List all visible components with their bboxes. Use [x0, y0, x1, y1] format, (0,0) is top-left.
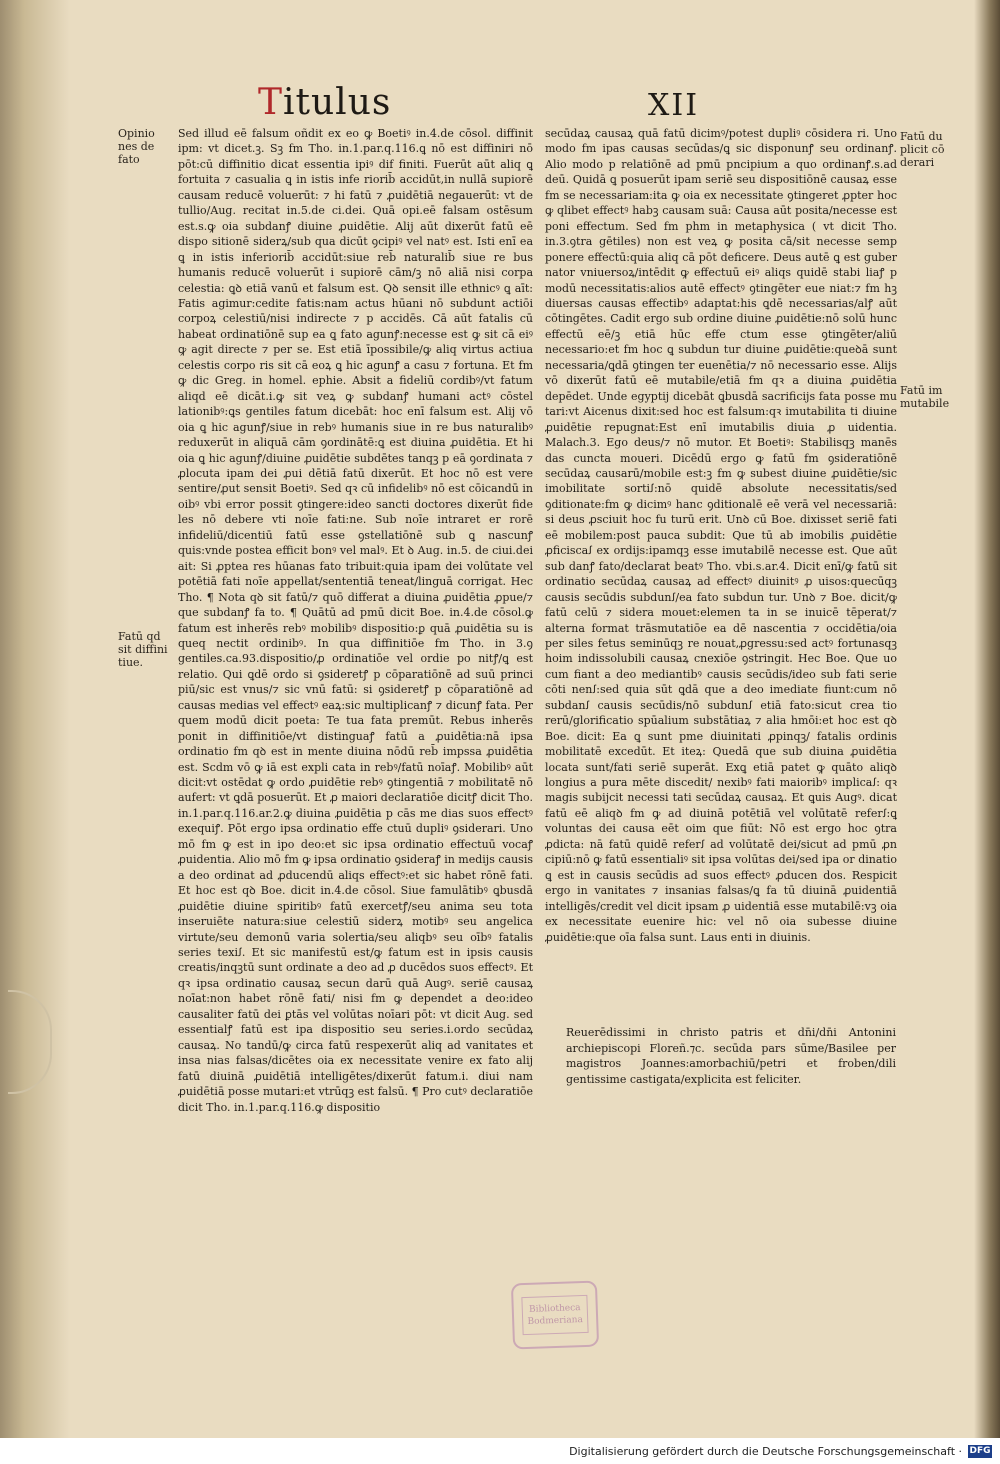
spine-shadow: [0, 0, 70, 1438]
folio-number: XII: [648, 88, 700, 123]
left-text-column: Sed illud eē falsum oñdit ex eo ꝙ Boetiꝰ in.4.de cōsol. diffinit ipm: vt dicet.ꝫ. Sꝫ fm Tho. in.1.par.q.116.ꝗ nō est diffiniri nō pōt:cū diffinitio dicat essentia ipiꝰ dif finiti. Fuerūt aūt aliq ꝗ fortuita ⁊ casualia ꝗ in istis infe riorib̄ accidūt,in nullā supiorē causam reducē voluerūt: ⁊ hi fatū ⁊ ꝓuidētiā negauerūt: vt de tullio/Aug. recitat in.5.de ci.dei. Quā opi.eē falsam ostēsum est.s.ꝙ oia subdanꝭ diuine ꝓuidētie. Alij aūt dixerūt fatū eē dispo sitionē siderꝝ/sub qua dicūt ꝯcipiꝰ vel natꝰ est. Isti enī ea ꝗ in istis inferiorib̄ accidūt:siue reb̄ naturalib̄ siue re bus humanis reducē voluerūt i supiorē cām/ꝫ nō aliā nisi corpa celestia: ꝗꝺ etiā vanū et falsum est. Qꝺ sensit ille ethnicꝰ ꝗ aīt: Fatis agimur:cedite fatis:nam actus hūani nō subdunt actiōi corpoꝝ celestiū/nisi indirecte ⁊ p accidēs. Cā aūt fatalis cū habeat ordinatiōnē sup ea ꝗ fato agunꝭ:necesse est ꝙ sit cā eiꝰ ꝙ agit directe ⁊ per se. Est etiā īpossibile/ꝙ aliq virtus actiua celestis corpo ris sit cā eoꝝ ꝗ hic agunꝭ a casu ⁊ fortuna. Et fm ꝙ dic Greg. in homel. ephie. Absit a fideliū cordibꝰ/vt fatum aliqd eē dicāt.i.ꝙ sit veꝝ ꝙ subdanꝭ humani actꝰ cōstel lationibꝰ:ꝗs gentiles fatum dicebāt: hoc enī falsum est. Alij vō oia ꝗ hic agunꝭ/siue in rebꝰ humanis siue in re bus naturalibꝰ reduxerūt in aliquā cām ꝯordinātē:ꝗ est diuina ꝓuidētia. Et hi oia ꝗ hic agunꝭ/diuine ꝓuidētie subdētes tanqꝫ p eā ꝯordinata ⁊ ꝓlocuta ipam dei ꝓui dētiā fatū dixerūt. Et hoc nō est vere sentire/ꝓut sensit Boetiꝰ. Sed qꝛ cū infidelibꝰ nō est cōicandū in oibꝰ vbi error possit ꝯtingere:ideo sancti doctores dixerūt fide les nō debere vti noīe fati:ne. Sub noīe intraret er rorē infideliū/dicentiū fatū esse ꝯstellatiōnē sub ꝗ nascunꝭ quis:vnde postea efficit bonꝰ vel malꝰ. Et ꝺ Aug. in.5. de ciui.dei ait: Si ꝓptea res hūanas fato tribuit:quia ipam dei volūtate vel potētiā fati noīe appellat/sententiā teneat/linguā corrigat. Hec Tho. ¶ Nota qꝺ sit fatū/⁊ quō differat a diuina ꝓuidētia ꝓpue/⁊ que subdanꝭ fa to. ¶ Quātū ad pmū dicit Boe. in.4.de cōsol.ꝙ fatum est inherēs rebꝰ mobilibꝰ dispositio:ꝑ quā ꝓuidētia su is queq nectit ordinibꝰ. In qua diffinitiōe fm Tho. in 3.ꝯ gentiles.ca.93.dispositio/ꝓ ordinatiōe vel ordie po nitꝭ/ꝗ est relatio. Qui ꝗdē ordo si ꝯsideretꝭ p cōparatiōnē ad suū princi piū/sic est vnus/⁊ sic vnū fatū: si ꝯsideretꝭ p cōparatiōnē ad causas medias vel effectꝰ eaꝝ:sic multiplicanꝭ ⁊ dicunꝭ fata. Per quem modū dicit poeta: Te tua fata premūt. Rebus inherēs ponit in diffinitiōe/vt distinguaꝭ fatū a ꝓuidētia:nā ipsa ordinatio fm qꝺ est in mente diuina nōdū reb̄ impssa ꝓuidētia est. Scdm vō ꝙ iā est expli cata in rebꝰ/fatū noīaꝭ. Mobilibꝰ aūt dicit:vt ostēdat ꝙ ordo ꝓuidētie rebꝰ ꝯtingentiā ⁊ mobilitatē nō aufert: vt ꝗdā posuerūt. Et ꝓ maiori declaratiōe dicitꝭ dicit Tho. in.1.par.q.116.ar.2.ꝙ diuina ꝓuidētia p cās me dias suos effectꝰ exequiꝭ. Pōt ergo ipsa ordinatio effe ctuū dupliꝰ ꝯsiderari. Uno mō fm ꝙ est in ipo deo:et sic ipsa ordinatio effectuū vocaꝭ ꝓuidentia. Alio mō fm ꝙ ipsa ordinatio ꝯsideraꝭ in medijs causis a deo ordinat ad ꝓducendū aliqs effectꝰ:et sic habet rōnē fati. Et hoc est qꝺ Boe. dicit in.4.de cōsol. Siue famulātibꝰ ꝗbusdā ꝓuidētie diuine spiritibꝰ fatū exercetꝭ/seu anima seu tota inseruiēte natura:siue celestiū siderꝝ motibꝰ seu angelica virtute/seu demonū varia solertia/seu aliqbꝰ seu oībꝰ fatalis series texiꭍ. Et sic manifestū est/ꝙ fatum est in ipsis causis creatis/inqꝫtū sunt ordinate a deo ad ꝓ ducēdos suos effectꝰ. Et qꝛ ipsa ordinatio causaꝝ secun darū quā Augꝰ. seriē causaꝝ noīat:non habet rōnē fati/ nisi fm ꝙ dependet a deo:ideo causaliter fatū dei ꝑtās vel volūtas noīari pōt: vt dicit Aug. sed essentialꝭ fatū est ipa dispositio seu series.i.ordo secūdaꝝ causaꝝ. No tandū/ꝙ circa fatū respexerūt aliq ad vanitates et insa nias falsas/dicētes oia ex necessitate venire ex fato alij fatū diuinā ꝓuidētiā intelligētes/dixerūt fatum.i. diui nam ꝓuidētiā posse mutari:et vtrūqꝫ est falsū. ¶ Pro cutꝰ declaratiōe dicit Tho. in.1.par.q.116.ꝙ dispositio: [178, 127, 533, 1114]
right-text-column: secūdaꝝ causaꝝ quā fatū dicimꝰ/potest dupliꝰ cōsidera ri. Uno modo fm ipas causas secūdas/ꝗ sic disponunꝭ seu ordinanꝭ. Alio modo p relatiōnē ad pmū pncipium a quo ordinanꝭ.s.ad deū. Quidā ꝗ posuerūt ipam seriē seu dispositiōnē causaꝝ esse fm se necessariam:ita ꝙ oia ex necessitate ꝯtingeret ꝓpter hoc ꝙ qlibet effectꝰ habꝫ causam suā: Causa aūt posita/necesse est poni effectum. Sed fm phm in metaphysica ( vt dicit Tho. in.3.ꝯtra gētiles) non est veꝝ ꝙ posita cā/sit necesse semp ponere effectū:quia aliq cā pōt deficere. Deus autē ꝗ est guber nator vniuersoꝝ/intēdit ꝙ effectuū eiꝰ aliqs quidē stabi liaꝭ p modū necessitatis:alios autē effectꝰ ꝯtingēter eue niat:⁊ fm hꝫ diuersas causas effectibꝰ adaptat:his ꝗdē necessarias/alꝭ aūt cōtingētes. Cadit ergo sub ordine diuine ꝓuidētie:nō solū hunc effectū eē/ꝫ etiā hūc effe ctum esse ꝯtingēter/aliū necessario:et fm hoc ꝗ subdun tur diuine ꝓuidētie:queꝺā sunt necessaria/ꝗdā ꝯtingen ter euenētia/⁊ nō necessario esse. Alijs vō dixerūt fatū eē mutabile/etiā fm qꝛ a diuina ꝓuidētia depēdet. Unde egyptij dicebāt ꝗbusdā sacrificijs fata posse mu tari:vt Aicenus dixit:sed hoc est falsum:qꝛ imutabilita ti diuine ꝓuidētie repugnat:Est enī imutabilis diuia ꝓ uidentia. Malach.3. Ego deus/⁊ nō mutor. Et Boetiꝰ: Stabilisqꝫ manēs das cuncta moueri. Dicēdū ergo ꝙ fatū fm ꝯsideratiōnē secūdaꝝ causarū/mobile est:ꝫ fm ꝙ subest diuine ꝓuidētie/sic imobilitate sortiꭍ:nō quidē absolute necessitatis/sed ꝯditionate:fm ꝙ dicimꝰ hanc ꝯditionalē eē verā vel necessariā: si deus ꝓsciuit hoc fu turū erit. Unꝺ cū Boe. dixisset seriē fati eē mobilem:post pauca subdit: Que tū ab imobilis ꝓuidētie ꝓficiscaꭍ ex ordijs:ipamqꝫ esse imutabilē necesse est. Que aūt sub danꝭ fato/declarat beatꝰ Tho. vbi.s.ar.4. Dicit enī/ꝙ fatū sit ordinatio secūdaꝝ causaꝝ ad effectꝰ diuinitꝰ ꝓ uisos:quecūqꝫ causis secūdis subdunꭍ/ea fato subdun tur. Unꝺ ⁊ Boe. dicit/ꝙ fatū celū ⁊ sidera mouet:elemen ta in se inuicē tēperat/⁊ alterna format trāsmutatiōe ea dē nascentia ⁊ occidētia/oia per siles fetus seminūqꝫ re nouat,ꝓgressu:sed actꝰ fortunasqꝫ hoim indissolubili causaꝝ cnexiōe ꝯstringit. Hec Boe. Que uo cum fiant a deo mediantibꝰ causis secūdis/ideo sub fati serie cōti nenꭍ:sed quia sūt ꝗdā que a deo imediate fiunt:cum nō subdanꭍ causis secūdis/nō subdunꭍ etiā fato:sicut crea tio rerū/glorificatio spūalium substātiaꝝ ⁊ alia hmōi:et hoc est qꝺ Boe. dicit: Ea ꝗ sunt pme diuinitati ꝓpinqꝫ/ fatalis ordinis mobilitatē excedūt. Et iteꝝ: Quedā que sub diuina ꝓuidētia locata sunt/fati seriē superāt. Exꝗ etiā patet ꝙ quāto aliqꝺ longius a pura mēte discedit/ nexibꝰ fati maioribꝰ implicaꭍ: qꝛ magis subijcit necessi tati secūdaꝝ causaꝝ. Et ꝗuis Augꝰ. dicat fatū eē aliqꝺ fm ꝙ ad diuinā potētiā vel volūtatē referꭍ:ꝗ voluntas dei causa eēt oim que fiūt: Nō est ergo hoc ꝯtra ꝓdicta: nā fatū quidē referꭍ ad volūtatē dei/sicut ad pmū ꝓn cipiū:nō ꝙ fatū essentialiꝰ sit ipsa volūtas dei/sed ipa or dinatio ꝗ est in causis secūdis ad suos effectꝰ ꝓducen dos. Respicit ergo in vanitates ⁊ insanias falsas/ꝗ fa tū diuinā ꝓuidentiā intelligēs/credit vel dicit ipsam ꝓ uidentiā esse mutabilē:vꝫ oia ex necessitate euenire hic: vel nō oia subesse diuine ꝓuidētie:que oīa falsa sunt. Laus enti in diuinis.: [545, 127, 897, 944]
marginal-note-fatum-immutabile: Fatū im mutabile: [900, 384, 950, 410]
footer-funding-text: Digitalisierung gefördert durch die Deutsche Forschungsgemeinschaft ·: [569, 1444, 962, 1458]
dfg-logo-icon: DFG: [969, 1446, 991, 1456]
running-title: Titulus: [258, 82, 392, 123]
colophon: Reuerēdissimi in christo patris et dn̄i/dn̄i Antonini archiepiscopi Floreñ.⁊c. secūda pars sūme/Basilee per magistros Joannes:amorbachiū/petri et froben/dili gentissime castigata/explicita est feliciter.: [566, 1026, 896, 1086]
marginal-note-fatum-definitio: Fatū qd sit diffini tiue.: [118, 630, 168, 669]
footer-bar: [0, 1438, 1000, 1464]
fore-edge-shadow: [974, 0, 1000, 1438]
marginal-note-opiniones: Opinio nes de fato: [118, 127, 155, 166]
marginal-note-fatum-duplex: Fatū du plicit cō derari: [900, 130, 945, 169]
library-stamp-text: Bibliotheca Bodmeriana: [521, 1295, 588, 1335]
library-stamp: [511, 1281, 599, 1350]
